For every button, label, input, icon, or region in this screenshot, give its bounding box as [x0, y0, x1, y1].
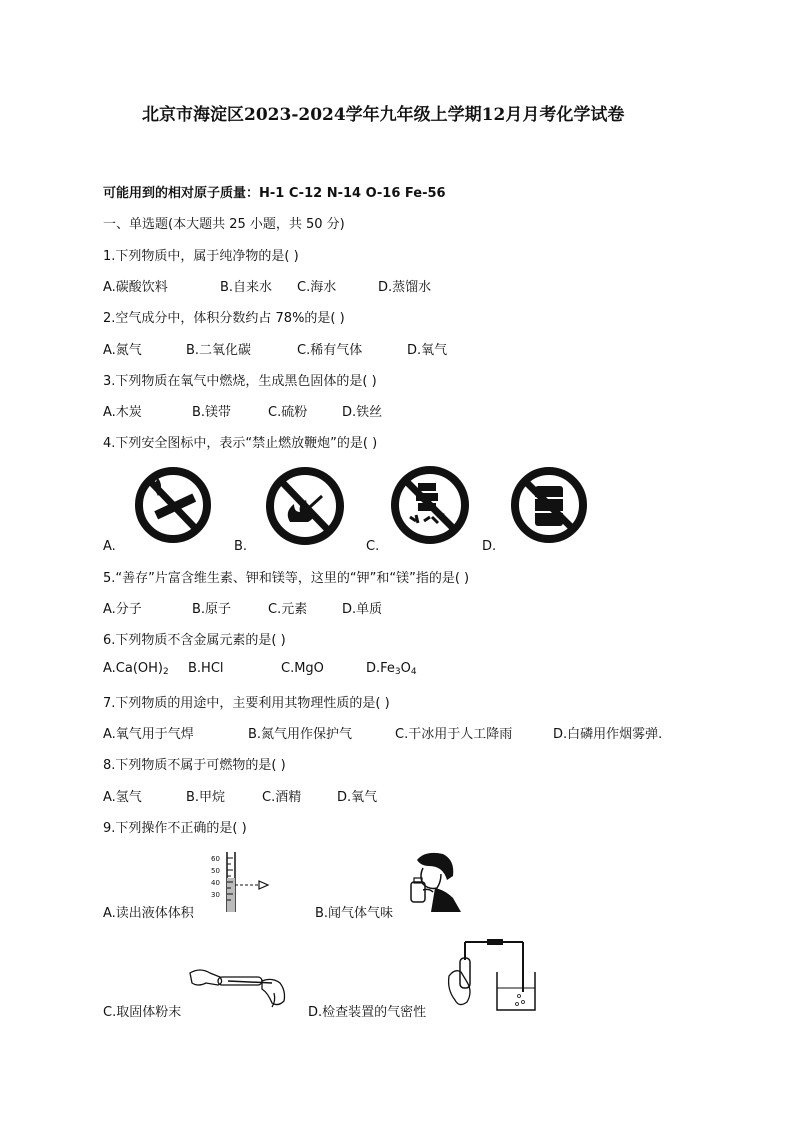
q6-option-a[interactable]: $A.Ca(OH)_2$ — [103, 661, 169, 677]
q4-option-b[interactable]: B. — [234, 539, 248, 554]
q2-option-a[interactable]: A.氮气 — [103, 343, 142, 358]
q8-option-d[interactable]: D.氧气 — [337, 790, 378, 805]
question-6-stem: 6.下列物质不含金属元素的是( ) — [103, 633, 286, 648]
no-barrel-sign-icon — [505, 466, 593, 544]
question-4-stem: 4.下列安全图标中，表示“禁止燃放鞭炮”的是( ) — [103, 436, 378, 451]
q9-option-c[interactable]: C.取固体粉末 — [103, 1005, 182, 1020]
q1-option-c[interactable]: C.海水 — [297, 280, 337, 295]
q4-option-a[interactable]: A. — [103, 539, 116, 554]
q4-option-d[interactable]: D. — [482, 539, 497, 554]
no-fireworks-sign-icon — [386, 465, 474, 545]
graduated-cylinder-icon — [203, 850, 275, 915]
q5-option-d[interactable]: D.单质 — [342, 602, 383, 617]
q2-option-b[interactable]: B.二氧化碳 — [186, 343, 252, 358]
q6-option-c[interactable]: C.MgO — [281, 661, 324, 676]
question-2-stem: 2.空气成分中，体积分数约占 78%的是( ) — [103, 311, 345, 326]
question-8-stem: 8.下列物质不属于可燃物的是( ) — [103, 758, 286, 773]
q9-option-a[interactable]: A.读出液体体积 — [103, 906, 194, 921]
q8-option-c[interactable]: C.酒精 — [262, 790, 302, 805]
q8-option-b[interactable]: B.甲烷 — [186, 790, 226, 805]
question-5-stem: 5.“善存”片富含维生素、钾和镁等，这里的“钾”和“镁”指的是( ) — [103, 571, 470, 586]
q6-option-b[interactable]: B.HCl — [188, 661, 224, 676]
q3-option-c[interactable]: C.硫粉 — [268, 405, 308, 420]
atomic-mass-line: 可能用到的相对原子质量：H-1 C-12 N-14 O-16 Fe-56 — [103, 186, 446, 201]
cylinder-tick-50: 50 — [211, 867, 220, 875]
q3-option-b[interactable]: B.镁带 — [192, 405, 232, 420]
cylinder-tick-60: 60 — [211, 855, 220, 863]
question-1-stem: 1.下列物质中，属于纯净物的是( ) — [103, 249, 299, 264]
q5-option-a[interactable]: A.分子 — [103, 602, 142, 617]
no-open-flame-sign-icon — [260, 466, 350, 546]
smelling-gas-person-icon — [405, 850, 465, 912]
q2-option-c[interactable]: C.稀有气体 — [297, 343, 363, 358]
q3-option-a[interactable]: A.木炭 — [103, 405, 142, 420]
q7-option-a[interactable]: A.氧气用于气焊 — [103, 727, 194, 742]
q7-option-d[interactable]: D.白磷用作烟雾弹. — [553, 727, 663, 742]
question-9-stem: 9.下列操作不正确的是( ) — [103, 821, 247, 836]
powder-transfer-hands-icon — [188, 963, 292, 1011]
question-7-stem: 7.下列物质的用途中，主要利用其物理性质的是( ) — [103, 696, 390, 711]
q1-option-a[interactable]: A.碳酸饮料 — [103, 280, 168, 295]
q9-option-d[interactable]: D.检查装置的气密性 — [308, 1005, 427, 1020]
q1-option-d[interactable]: D.蒸馏水 — [378, 280, 432, 295]
q2-option-d[interactable]: D.氧气 — [407, 343, 448, 358]
q9-option-b[interactable]: B.闻气体气味 — [315, 906, 394, 921]
q4-option-c[interactable]: C. — [366, 539, 380, 554]
q3-option-d[interactable]: D.铁丝 — [342, 405, 383, 420]
q6-option-d[interactable]: $D.Fe_3O_4$ — [366, 661, 417, 677]
q7-option-b[interactable]: B.氮气用作保护气 — [248, 727, 353, 742]
q8-option-a[interactable]: A.氢气 — [103, 790, 142, 805]
section-heading: 一、单选题(本大题共 25 小题，共 50 分) — [103, 217, 345, 232]
cylinder-tick-40: 40 — [211, 879, 220, 887]
page-title: 北京市海淀区2023-2024学年九年级上学期12月月考化学试卷 — [142, 105, 625, 125]
cylinder-tick-30: 30 — [211, 891, 220, 899]
q5-option-b[interactable]: B.原子 — [192, 602, 232, 617]
airtightness-apparatus-icon — [437, 936, 537, 1014]
question-3-stem: 3.下列物质在氧气中燃烧，生成黑色固体的是( ) — [103, 374, 377, 389]
q1-option-b[interactable]: B.自来水 — [220, 280, 273, 295]
q7-option-c[interactable]: C.干冰用于人工降雨 — [395, 727, 513, 742]
no-smoking-sign-icon — [128, 466, 218, 544]
q5-option-c[interactable]: C.元素 — [268, 602, 308, 617]
